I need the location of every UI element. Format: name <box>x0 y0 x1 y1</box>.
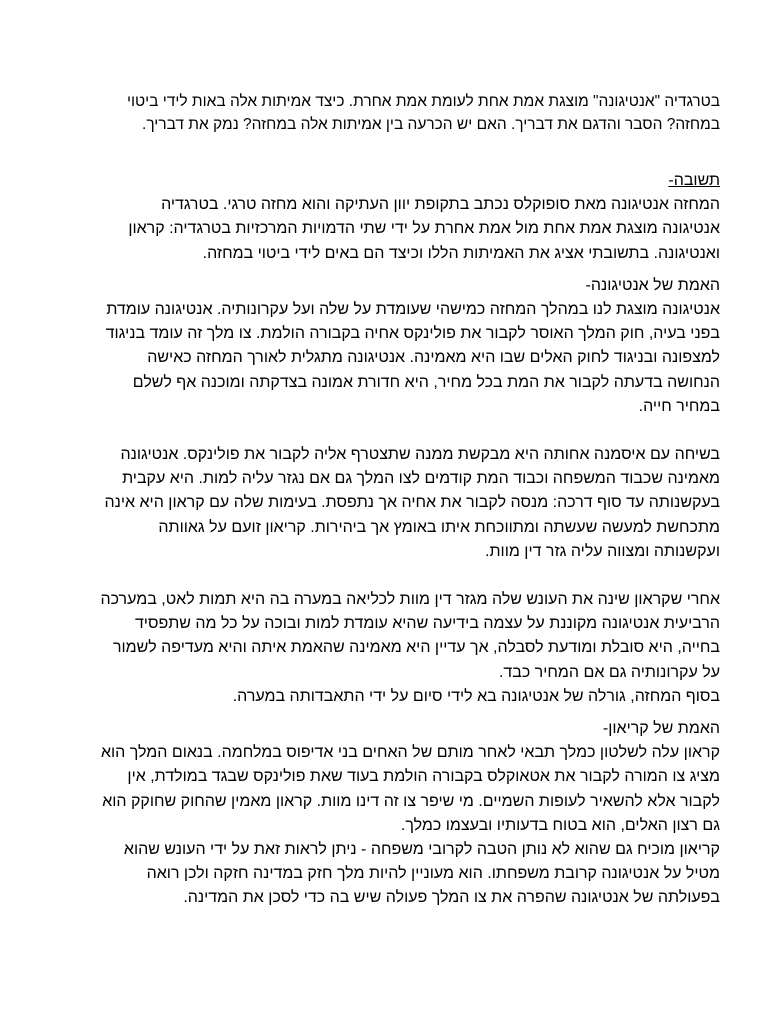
question-text <box>100 90 720 136</box>
antigone-paragraph-4: בסוף המחזה, גורלה של אנטיגונה בא לידי סיום על ידי התאבדותה במערה. <box>232 687 720 705</box>
antigone-section-heading: האמת של אנטיגונה- <box>585 276 720 294</box>
creon-paragraph-2: קריאון מוכיח גם שהוא לא נותן הטבה לקרובי משפחה - ניתן לראות זאת על ידי העונש שהוא מטיל על אנטיגונה קרובת משפחתו. הוא מעוניין להיות מלך חזק במדינה חזקה ולכן רואה בפעולתה של אנטיגונה שהפרה את צו המלך פעולה שיש בה כדי לסכן את המדינה. <box>123 841 720 907</box>
antigone-paragraph-1: אנטיגונה מוצגת לנו במהלך המחזה כמישהי שעומדת על שלה ועל עקרונותיה. אנטיגונה עומדת בפני בעיה, חוק המלך האוסר לקבור את פולינקס אחיה בקבורה הולמת. צו מלך זה עומד בניגוד למצפונה ובניגוד לחוק האלים שבו היא מאמינה. אנטיגונה מתגלית לאורך המחזה כאישה הנחושה בדעתה לקבור את המת בכל מחיר, היא חדורת אמונה בצדקתה ומוכנה אף לשלם במחיר חייה. <box>105 301 720 415</box>
antigone-paragraph-2: בשיחה עם איסמנה אחותה היא מבקשת ממנה שתצטרף אליה לקבור את פולינקס. אנטיגונה מאמינה שכבוד המשפחה וכבוד המת קודמים לצו המלך גם אם נגזר עליה למות. היא עקבית בעקשנותה עד סוף דרכה: מנסה לקבור את אחיה אך נתפסת. בעימות שלה עם קראון היא אינה מתכחשת למעשה שעשתה ומתווכחת איתו באומץ אך ביהירות. קריאון זועם על גאוותה ועקשנותה ומצווה עליה גזר דין מוות. <box>104 446 720 560</box>
question-line-2: במחזה? הסבר והדגם את דבריך. האם יש הכרעה בין אמיתות אלה במחזה? נמק את דבריך. <box>142 116 720 133</box>
document-page <box>100 90 720 911</box>
creon-section-heading: האמת של קריאון- <box>602 720 720 738</box>
antigone-paragraph-3: אחרי שקראון שינה את העונש שלה מגזר דין מוות לכליאה במערה בה היא תמות לאט, במערכה הרביעית אנטיגונה מקוננת על עצמה בידיעה שהיא עומדת למות ובוכה על כל מה שתפסיד בחייה, היא סובלת ומודעת לסבלה, אך עדיין היא מאמינה שהאמת איתה והיא מעדיפה לשמור על עקרונותיה גם אם המחיר כבד. <box>100 591 720 681</box>
answer-label: תשובה- <box>668 172 720 189</box>
intro-paragraph: המחזה אנטיגונה מאת סופוקלס נכתב בתקופת יוון העתיקה והוא מחזה טרגי. בטרגדיה אנטיגונה מוצגת אמת אחת מול אמת אחרת על ידי שתי הדמויות המרכזיות בטרגדיה: קראון ואנטיגונה. בתשובתי אציג את האמיתות הללו וכיצד הם באים לידי ביטוי במחזה. <box>128 196 720 262</box>
question-line-1: בטרגדיה "אנטיגונה" מוצגת אמת אחת לעומת אמת אחרת. כיצד אמיתות אלה באות לידי ביטוי <box>126 93 720 110</box>
creon-paragraph-1: קראון עלה לשלטון כמלך תבאי לאחר מותם של האחים בני אדיפוס במלחמה. בנאום המלך הוא מציג צו המורה לקבור את אטאוקלס בקבורה הולמת בעוד שאת פולינקס שבגד במולדת, אין לקבור אלא להשאיר לעופות השמיים. מי שיפר צו זה דינו מוות. קראון מאמין שהחוק שחוקק הוא גם רצון האלים, הוא בטוח בדעותיו ובעצמו כמלך. <box>100 744 720 834</box>
